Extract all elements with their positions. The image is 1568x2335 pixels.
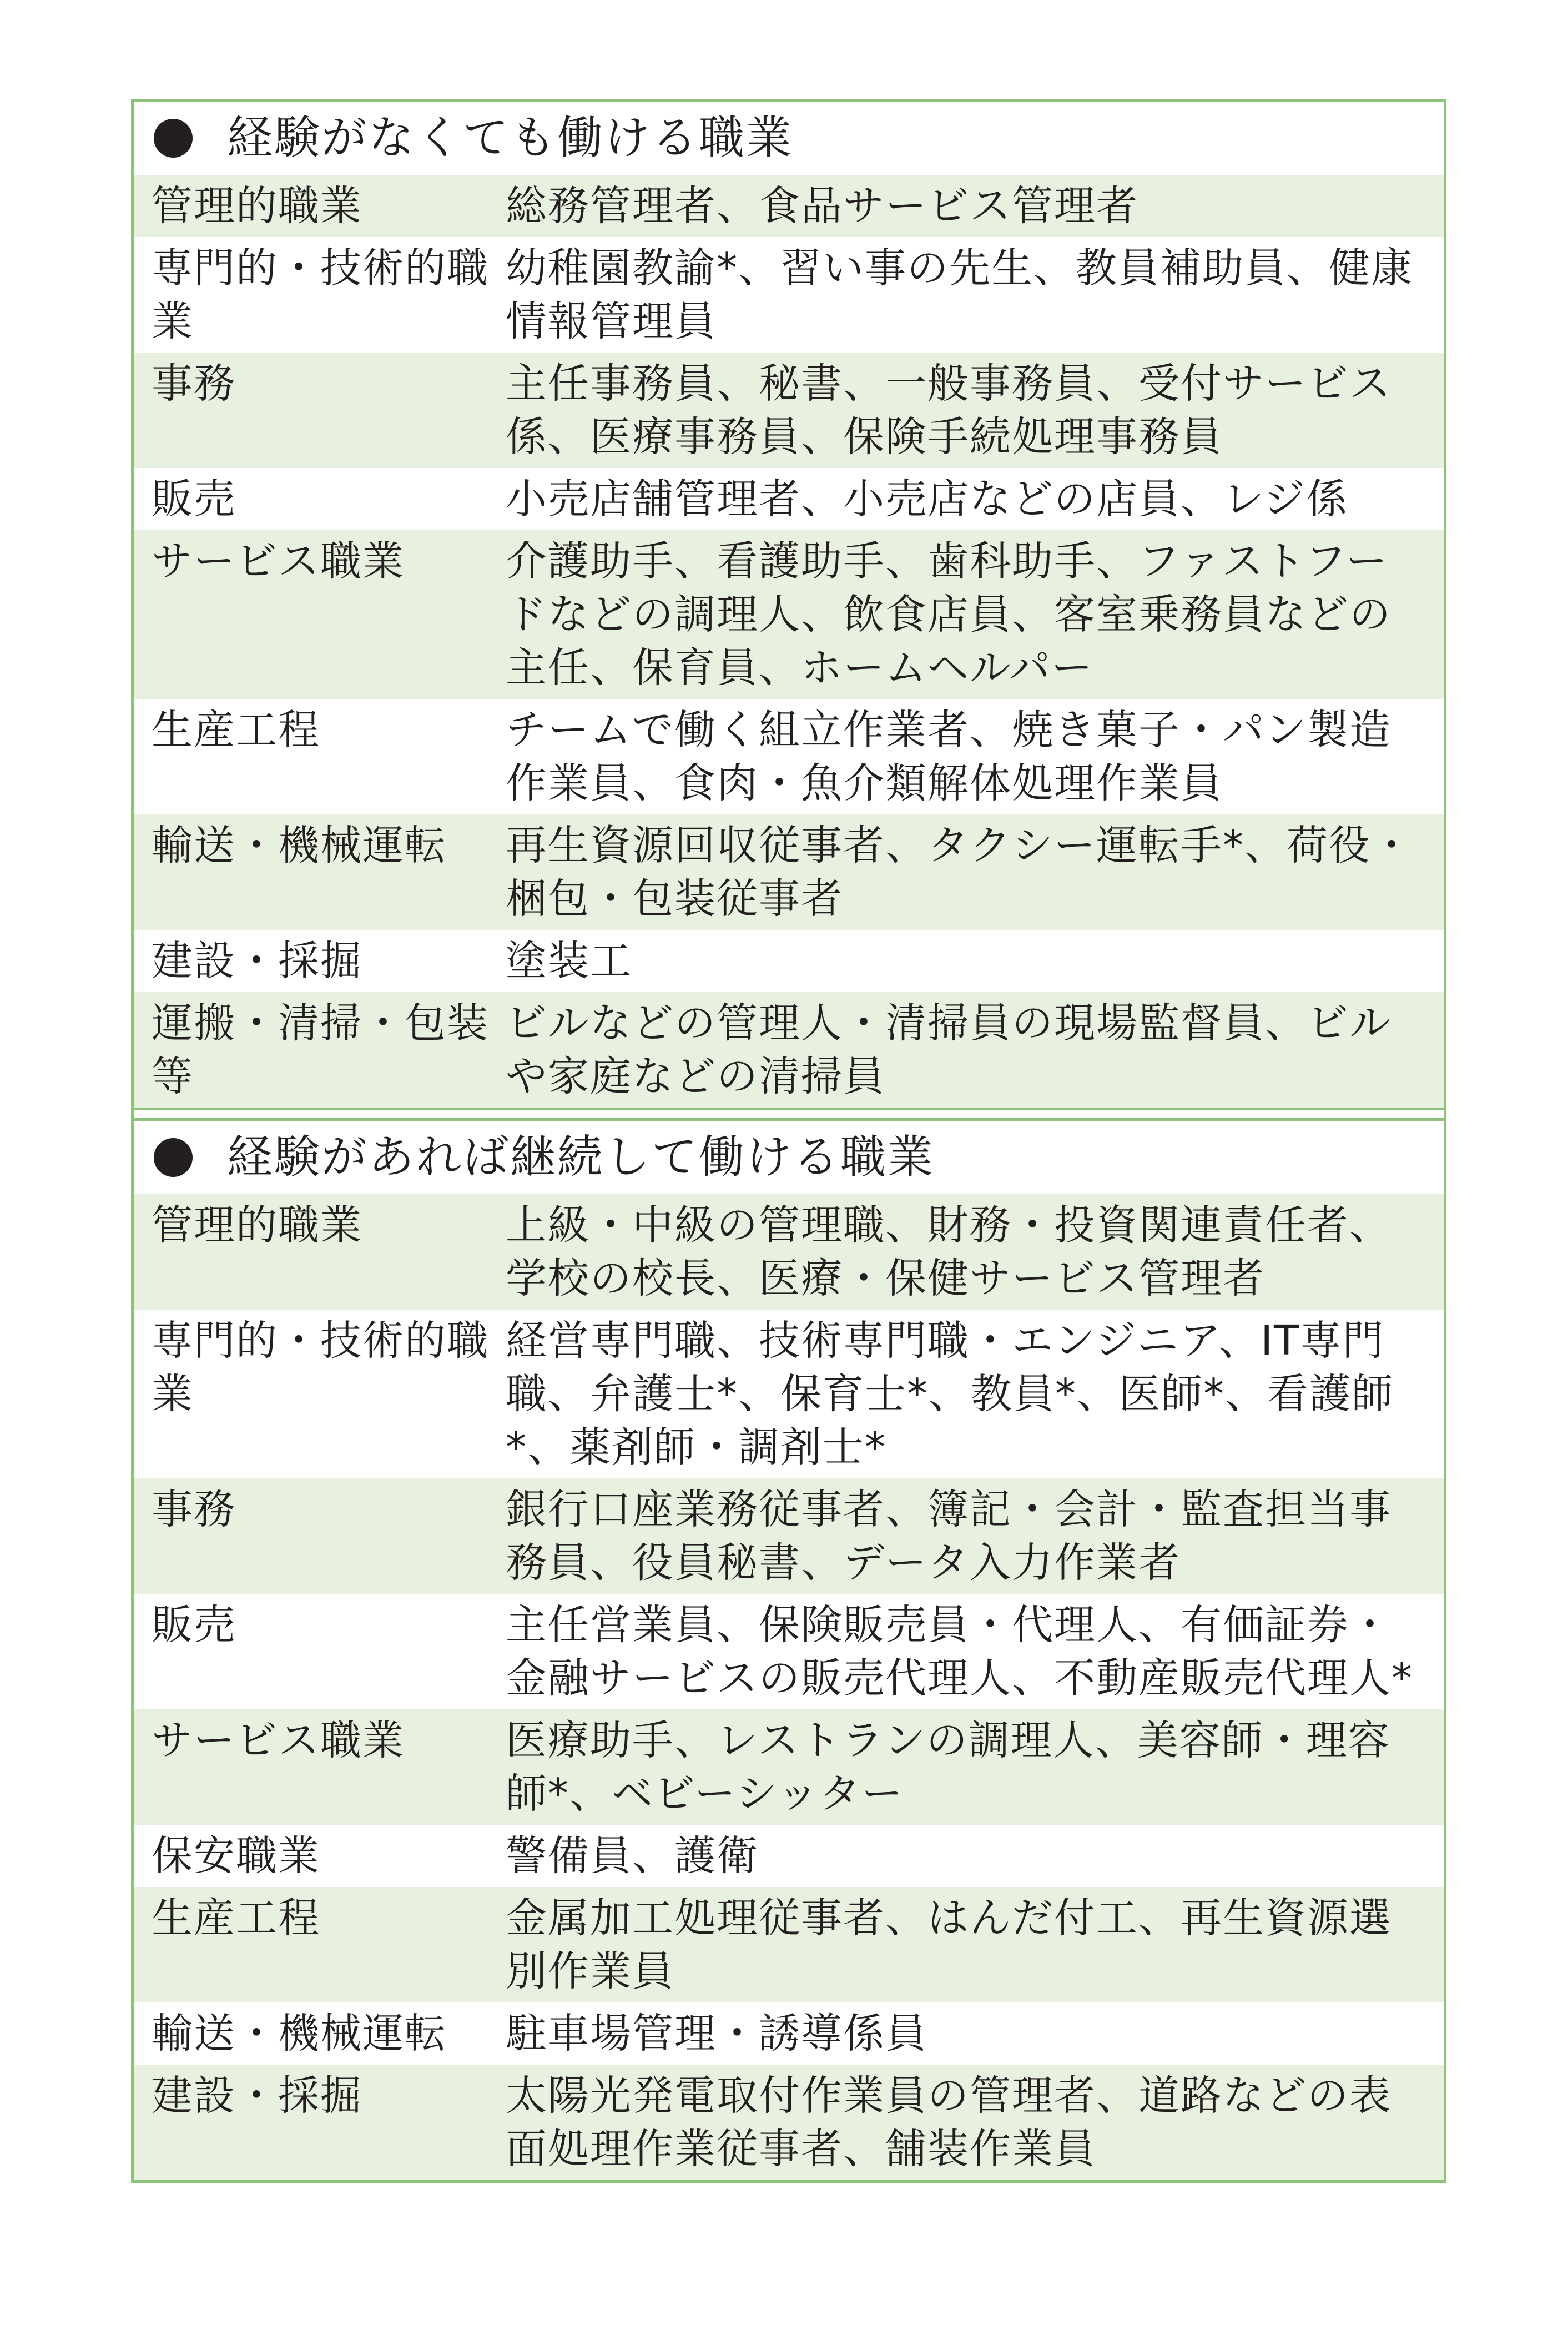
section-title	[134, 102, 1444, 175]
section-no-experience	[134, 102, 1444, 1108]
table-row	[134, 468, 1444, 530]
row-jobs: 経営専門職、技術専門職・エンジニア、IT専門職、弁護士*、保育士*、教員*、医師*、看護師*、薬剤師・調剤士*	[506, 1317, 1394, 1471]
row-jobs: 主任営業員、保険販売員・代理人、有価証券・金融サービスの販売代理人、不動産販売代理人*	[506, 1601, 1413, 1702]
table-row	[134, 1594, 1444, 1709]
row-jobs: 総務管理者、食品サービス管理者	[506, 182, 1138, 230]
section-with-experience	[134, 1121, 1444, 2180]
row-category: 輸送・機械運転	[152, 2010, 447, 2057]
section-title-text: 経験がなくても働ける職業	[227, 112, 794, 164]
row-jobs: 塗装工	[506, 937, 632, 985]
row-category: 事務	[152, 1486, 236, 1533]
row-category: 生産工程	[152, 1894, 320, 1942]
row-jobs: 介護助手、看護助手、歯科助手、ファストフードなどの調理人、飲食店員、客室乗務員などの主任、保育員、ホームヘルパー	[506, 537, 1391, 692]
section-divider	[134, 1108, 1444, 1121]
table-row	[134, 814, 1444, 930]
row-category: 専門的・技術的職業	[152, 244, 489, 345]
table-row	[134, 2065, 1444, 2180]
section-title-text: 経験があれば継続して働ける職業	[227, 1131, 935, 1184]
row-jobs: 金属加工処理従事者、はんだ付工、再生資源選別作業員	[506, 1894, 1391, 1995]
table-row	[134, 1887, 1444, 2002]
row-category: 管理的職業	[152, 1201, 362, 1249]
row-category: 販売	[152, 1601, 236, 1649]
row-jobs: 幼稚園教諭*、習い事の先生、教員補助員、健康情報管理員	[506, 244, 1413, 345]
table-row	[134, 930, 1444, 992]
table-row	[134, 2002, 1444, 2065]
table-row	[134, 237, 1444, 353]
row-category: 建設・採掘	[152, 2072, 362, 2120]
row-jobs: 太陽光発電取付作業員の管理者、道路などの表面処理作業従事者、舗装作業員	[506, 2072, 1391, 2173]
row-jobs: ビルなどの管理人・清掃員の現場監督員、ビルや家庭などの清掃員	[506, 999, 1391, 1100]
row-category: 管理的職業	[152, 182, 362, 230]
table-row	[134, 175, 1444, 237]
row-jobs: 再生資源回収従事者、タクシー運転手*、荷役・梱包・包装従事者	[506, 822, 1413, 923]
row-jobs: 主任事務員、秘書、一般事務員、受付サービス係、医療事務員、保険手続処理事務員	[506, 360, 1391, 461]
row-category: 輸送・機械運転	[152, 822, 447, 869]
row-category: 生産工程	[152, 706, 320, 754]
row-category: 専門的・技術的職業	[152, 1317, 489, 1418]
row-category: 販売	[152, 475, 236, 523]
table-row	[134, 1478, 1444, 1594]
bullet-circle-icon	[154, 119, 193, 158]
table-row	[134, 699, 1444, 814]
row-category: 事務	[152, 360, 236, 407]
row-jobs: 上級・中級の管理職、財務・投資関連責任者、学校の校長、医療・保健サービス管理者	[506, 1201, 1391, 1302]
row-jobs: チームで働く組立作業者、焼き菓子・パン製造作業員、食肉・魚介類解体処理作業員	[506, 706, 1391, 807]
row-jobs: 小売店舗管理者、小売店などの店員、レジ係	[506, 475, 1349, 523]
bullet-circle-icon	[154, 1138, 193, 1177]
row-category: サービス職業	[152, 537, 405, 585]
table-row	[134, 530, 1444, 699]
section-title	[134, 1121, 1444, 1194]
row-category: 運搬・清掃・包装等	[152, 999, 489, 1100]
table-row	[134, 992, 1444, 1108]
table-row	[134, 353, 1444, 468]
job-table	[131, 99, 1446, 2183]
row-category: サービス職業	[152, 1717, 405, 1764]
row-jobs: 銀行口座業務従事者、簿記・会計・監査担当事務員、役員秘書、データ入力作業者	[506, 1486, 1391, 1587]
row-jobs: 警備員、護衛	[506, 1832, 759, 1880]
row-category: 保安職業	[152, 1832, 320, 1880]
table-row	[134, 1310, 1444, 1478]
row-jobs: 駐車場管理・誘導係員	[506, 2010, 927, 2057]
table-row	[134, 1194, 1444, 1310]
table-row	[134, 1709, 1444, 1825]
row-category: 建設・採掘	[152, 937, 362, 985]
table-row	[134, 1825, 1444, 1887]
row-jobs: 医療助手、レストランの調理人、美容師・理容師*、ベビーシッター	[506, 1717, 1390, 1818]
